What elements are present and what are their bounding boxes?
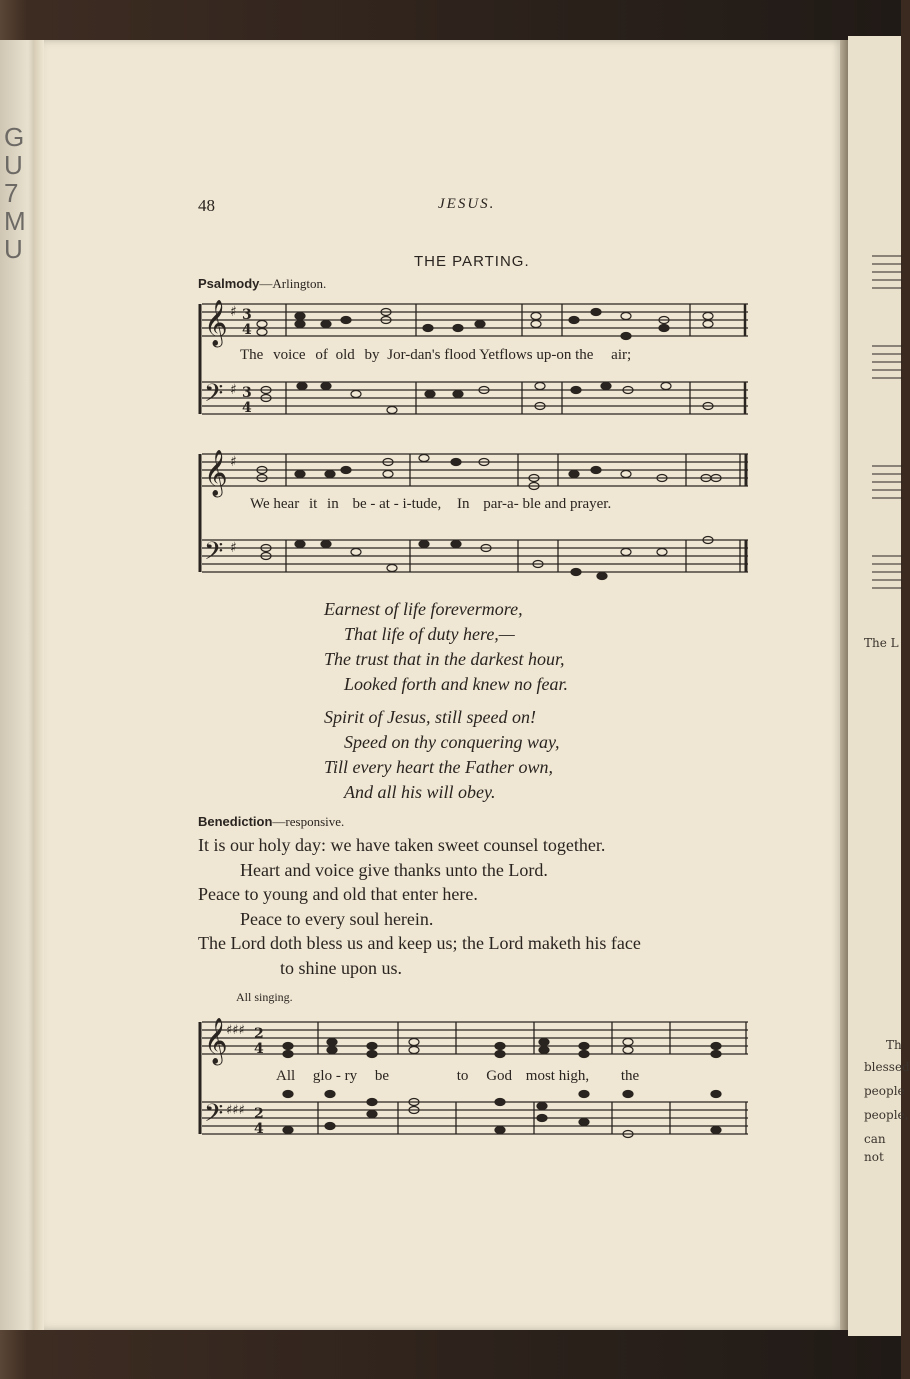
psalmody-tune: —Arlington. — [259, 276, 327, 291]
treble-clef: 𝄞 — [204, 300, 228, 346]
sliver-staff — [872, 246, 902, 386]
sliver-text: people, — [864, 1108, 909, 1122]
stanza-line: Till every heart the Father own, — [324, 757, 553, 777]
benediction-label: Benediction — [198, 814, 273, 829]
sharp-sign: ♯ — [230, 540, 237, 556]
benediction-line: Peace to young and old that enter here. — [198, 884, 478, 904]
bass-clef: 𝄢 — [204, 537, 224, 572]
lyric-syllable: In — [456, 496, 470, 512]
lyric-syllable: air; — [611, 347, 632, 363]
stanza-line: That life of duty here,— — [344, 624, 515, 644]
treble-clef: 𝄞 — [204, 450, 228, 496]
song-title: THE PARTING. — [414, 253, 530, 270]
lyric-syllable: at — [379, 496, 390, 512]
stanza-1 — [324, 597, 568, 697]
lyrics-line-2 — [250, 496, 611, 513]
running-head: JESUS. — [438, 196, 496, 212]
psalmody-label: Psalmody — [198, 276, 260, 291]
lyric-syllable: All — [276, 1068, 296, 1084]
lyric-syllable: of — [315, 347, 328, 363]
lyric-syllable: hear — [273, 496, 300, 512]
lyric-syllable: We — [250, 496, 270, 512]
lyric-syllable: - — [393, 496, 399, 512]
lyric-syllable: tude, — [411, 496, 442, 512]
sliver-text: can not — [864, 1132, 886, 1164]
stanza-2 — [324, 705, 559, 805]
lyric-syllable: - — [406, 496, 412, 512]
lyric-syllable: - — [370, 496, 376, 512]
left-fragment: 7 — [4, 178, 19, 208]
left-fragment: U — [4, 150, 23, 180]
stanza-line: The trust that in the darkest hour, — [324, 649, 565, 669]
sharp-sign: ♯ — [230, 382, 237, 398]
lyrics-line-1 — [240, 347, 631, 364]
benediction-line: Heart and voice give thanks unto the Lord. — [240, 859, 548, 880]
benediction-mode: —responsive. — [272, 814, 345, 829]
bass-clef: 𝄢 — [204, 379, 224, 414]
sliver-text: blessed — [864, 1060, 910, 1074]
lyric-syllable: the — [575, 347, 594, 363]
music-system-1 — [196, 290, 752, 440]
lyric-syllable: old — [335, 347, 355, 363]
time-signature-bottom: 4 — [254, 1041, 264, 1057]
lyric-syllable: - — [335, 1068, 341, 1084]
lyric-syllable: glo — [312, 1068, 333, 1084]
benediction-text — [198, 833, 758, 980]
stanza-line: Looked forth and knew no fear. — [344, 674, 568, 694]
lyric-syllable: ry — [344, 1068, 358, 1084]
lyric-syllable: be — [374, 1068, 390, 1084]
lyric-syllable: - — [513, 496, 519, 512]
lyric-syllable: flows — [499, 347, 533, 363]
right-page-sliver — [848, 36, 910, 1336]
music-system-2 — [196, 440, 752, 590]
benediction-line: The Lord doth bless us and keep us; the Lord maketh his face — [198, 933, 641, 953]
benediction-line: to shine upon us. — [280, 957, 403, 978]
stanza-line: Speed on thy conquering way, — [344, 732, 560, 752]
sliver-text: The L — [864, 636, 899, 650]
lyric-syllable: up-on — [536, 347, 572, 363]
lyric-syllable: by — [364, 347, 380, 363]
lyric-syllable: the — [620, 1068, 640, 1084]
time-signature-top: 2 — [254, 1026, 264, 1042]
time-signature-bottom: 4 — [254, 1121, 264, 1137]
left-fragment: M — [4, 206, 26, 236]
benediction-heading — [198, 814, 344, 830]
sliver-staff — [872, 456, 902, 596]
lyric-syllable: flood — [444, 347, 476, 363]
lyric-syllable: The — [240, 347, 264, 363]
time-signature-top: 3 — [242, 385, 252, 401]
left-fragment: U — [4, 234, 23, 264]
sliver-text: people — [864, 1084, 905, 1098]
stanza-line: And all his will obey. — [344, 782, 496, 802]
lyric-syllable: God — [486, 1068, 513, 1084]
lyric-syllable: prayer. — [569, 496, 612, 512]
all-singing-lyrics — [276, 1068, 639, 1085]
notes — [283, 1039, 721, 1138]
lyric-syllable: it — [308, 496, 318, 512]
lyric-syllable: be — [352, 496, 367, 512]
time-signature-bottom: 4 — [242, 322, 252, 338]
time-signature-bottom: 4 — [242, 400, 252, 416]
page-edge-shade — [34, 40, 44, 1330]
lyric-syllable: voice — [273, 347, 306, 363]
benediction-line: It is our holy day: we have taken sweet counsel together. — [198, 835, 606, 855]
lyric-syllable: Yet — [479, 347, 500, 363]
lyric-syllable: i — [402, 496, 407, 512]
lyric-syllable: most — [525, 1068, 555, 1084]
stanza-line: Earnest of life forevermore, — [324, 599, 523, 619]
time-signature-top: 3 — [242, 307, 252, 323]
all-singing-label: All singing. — [236, 990, 293, 1004]
page-number: 48 — [198, 196, 215, 215]
sharp-sign: ♯♯♯ — [226, 1103, 245, 1118]
benediction-line: Peace to every soul herein. — [240, 908, 434, 929]
lyric-syllable: high, — [558, 1068, 590, 1084]
sliver-text: Th — [886, 1038, 902, 1052]
lyric-syllable: par-a — [483, 496, 514, 512]
notes — [257, 455, 721, 580]
left-fragment: G — [4, 122, 25, 152]
sharp-sign: ♯♯♯ — [226, 1023, 245, 1038]
sharp-sign: ♯ — [230, 304, 237, 320]
bass-clef: 𝄢 — [204, 1099, 224, 1134]
lyric-syllable: in — [327, 496, 339, 512]
lyric-syllable: Jor-dan's — [387, 347, 441, 363]
treble-clef: 𝄞 — [204, 1018, 228, 1064]
lyric-syllable: ble — [522, 496, 541, 512]
stanza-line: Spirit of Jesus, still speed on! — [324, 707, 536, 727]
time-signature-top: 2 — [254, 1106, 264, 1122]
lyric-syllable: to — [456, 1068, 469, 1084]
sharp-sign: ♯ — [230, 454, 237, 470]
lyric-syllable: and — [544, 496, 567, 512]
